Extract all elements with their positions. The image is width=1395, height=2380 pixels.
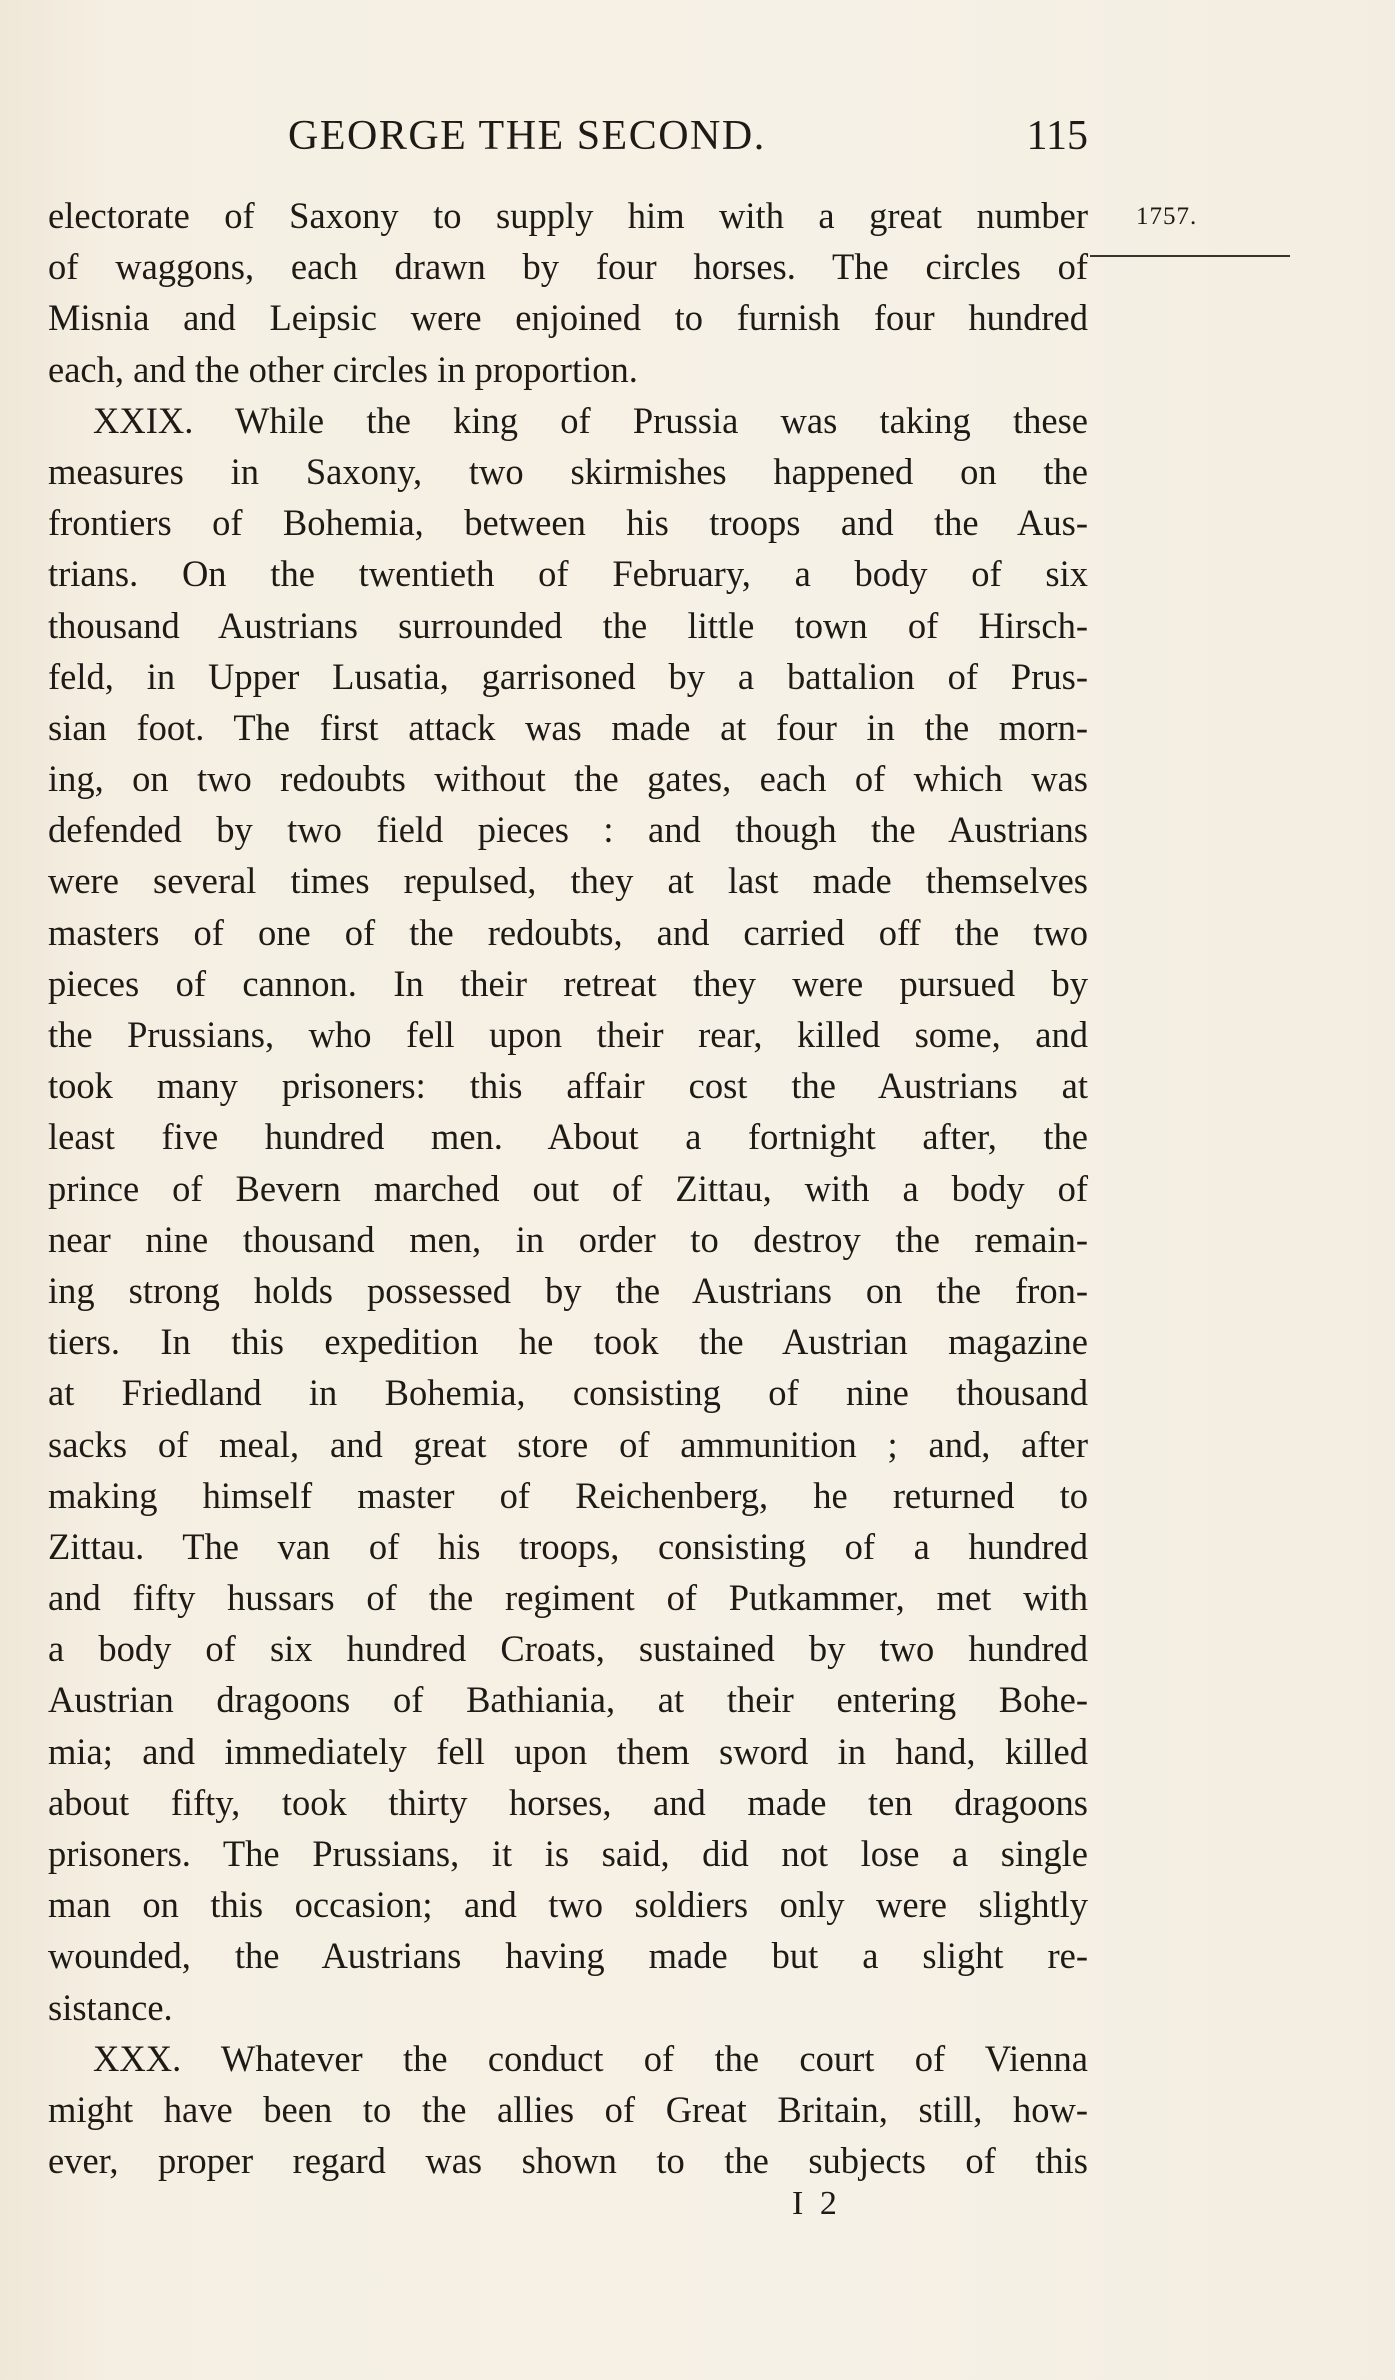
text-line: about fifty, took thirty horses, and made ten dragoons: [48, 1781, 1088, 1823]
text-line: XXX. Whatever the conduct of the court of Vienna: [93, 2037, 1088, 2079]
text-line: prince of Bevern marched out of Zittau, with a body of: [48, 1167, 1088, 1209]
text-line: sian foot. The first attack was made at four in the morn-: [48, 706, 1088, 748]
text-line: defended by two field pieces : and though the Austrians: [48, 809, 1088, 851]
text-line: frontiers of Bohemia, between his troops and the Aus-: [48, 502, 1088, 544]
text-line: and fifty hussars of the regiment of Putkammer, met with: [48, 1577, 1088, 1619]
text-line: near nine thousand men, in order to destroy the remain-: [48, 1218, 1088, 1260]
text-line: each, and the other circles in proportion.: [48, 348, 638, 390]
text-line: masters of one of the redoubts, and carried off the two: [48, 911, 1088, 953]
text-line: prisoners. The Prussians, it is said, did not lose a single: [48, 1833, 1088, 1874]
text-line: XXIX. While the king of Prussia was taking these: [93, 399, 1088, 441]
text-line: Austrian dragoons of Bathiania, at their entering Bohe-: [48, 1679, 1088, 1721]
page-header: [48, 112, 1088, 172]
text-line: sistance.: [48, 1986, 173, 2028]
text-line: a body of six hundred Croats, sustained by two hundred: [48, 1628, 1088, 1670]
text-line: measures in Saxony, two skirmishes happened on the: [48, 450, 1088, 492]
text-line: making himself master of Reichenberg, he returned to: [48, 1474, 1088, 1516]
text-line: wounded, the Austrians having made but a slight re-: [48, 1935, 1088, 1977]
text-line: trians. On the twentieth of February, a body of six: [48, 553, 1088, 595]
text-line: ing strong holds possessed by the Austrians on the fron-: [48, 1269, 1088, 1311]
body-text: [48, 190, 1088, 2186]
text-line: least five hundred men. About a fortnight after, the: [48, 1116, 1088, 1158]
text-line: Misnia and Leipsic were enjoined to furnish four hundred: [48, 297, 1088, 339]
text-line: the Prussians, who fell upon their rear, killed some, and: [48, 1014, 1088, 1055]
text-line: pieces of cannon. In their retreat they were pursued by: [48, 962, 1088, 1004]
text-line: Zittau. The van of his troops, consisting of a hundred: [48, 1525, 1088, 1567]
text-line: tiers. In this expedition he took the Austrian magazine: [48, 1321, 1088, 1363]
margin-year-note: 1757.: [1136, 203, 1198, 230]
text-line: sacks of meal, and great store of ammunition ; and, after: [48, 1423, 1088, 1465]
text-line: ever, proper regard was shown to the subjects of this: [48, 2140, 1088, 2182]
page-number: 115: [1026, 113, 1088, 159]
text-line: of waggons, each drawn by four horses. The circles of: [48, 246, 1088, 288]
margin-rule: [1090, 255, 1290, 257]
running-title: GEORGE THE SECOND.: [288, 113, 766, 159]
text-line: ing, on two redoubts without the gates, each of which was: [48, 758, 1088, 800]
text-line: were several times repulsed, they at last made themselves: [48, 860, 1088, 902]
text-line: at Friedland in Bohemia, consisting of nine thousand: [48, 1372, 1088, 1414]
text-line: mia; and immediately fell upon them sword in hand, killed: [48, 1730, 1088, 1772]
text-line: took many prisoners: this affair cost the Austrians at: [48, 1065, 1088, 1107]
text-line: thousand Austrians surrounded the little town of Hirsch-: [48, 604, 1088, 646]
text-line: feld, in Upper Lusatia, garrisoned by a battalion of Prus-: [48, 655, 1088, 697]
signature-mark: I 2: [792, 2185, 841, 2222]
text-line: might have been to the allies of Great Britain, still, how-: [48, 2088, 1088, 2130]
text-line: electorate of Saxony to supply him with a great number: [48, 195, 1088, 236]
text-line: man on this occasion; and two soldiers only were slightly: [48, 1884, 1088, 1926]
